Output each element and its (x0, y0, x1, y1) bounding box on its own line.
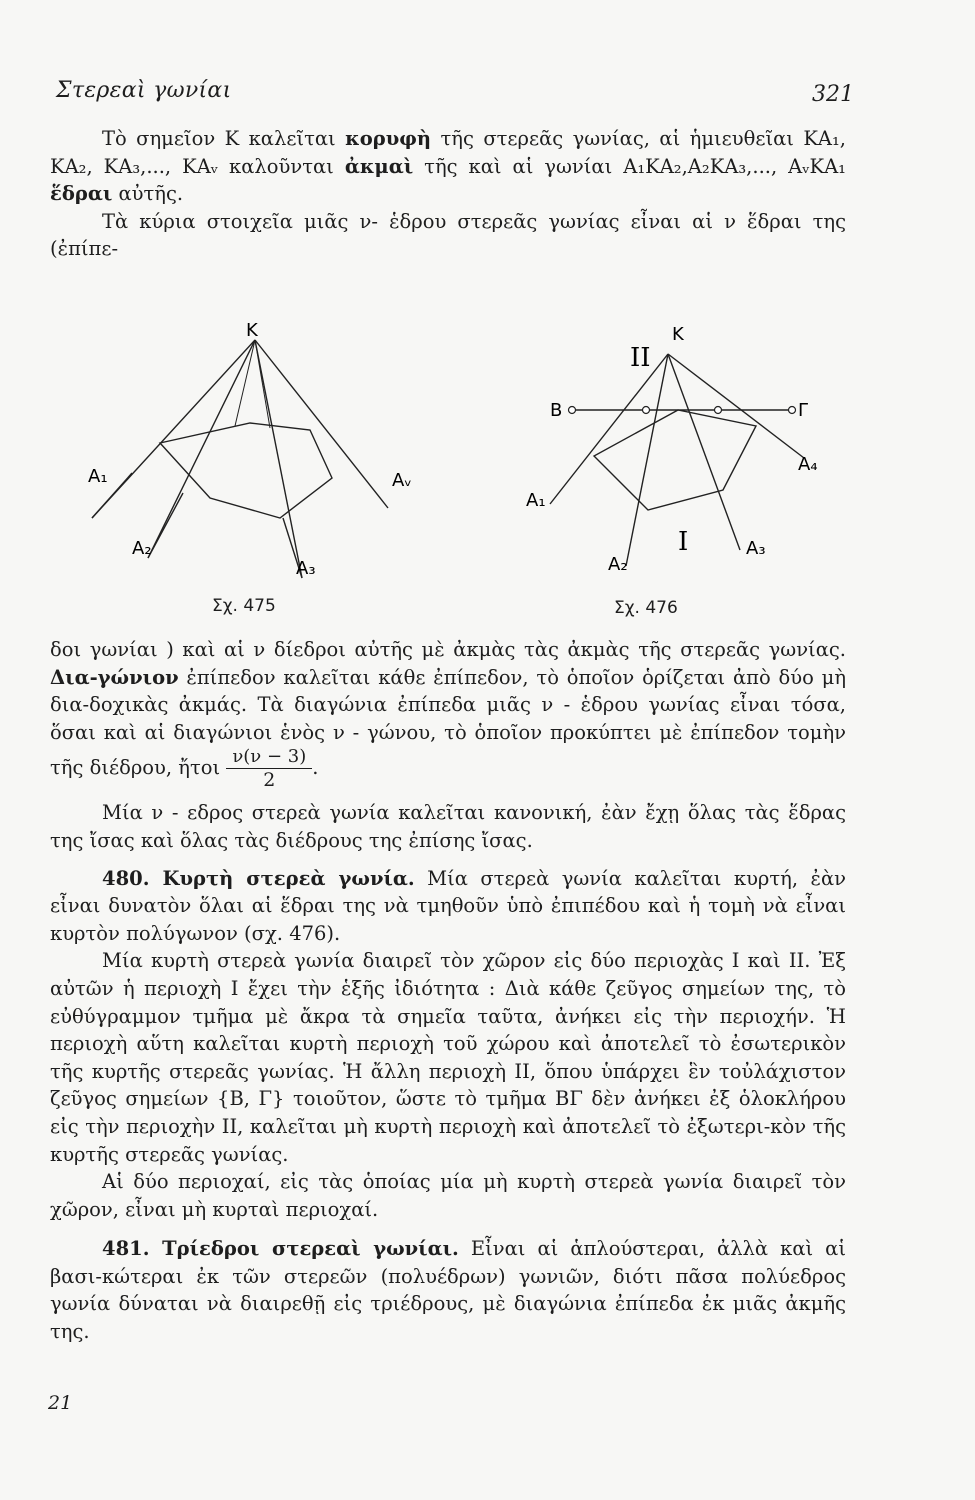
figure-476-caption: Σχ. 476 (614, 598, 678, 618)
term-edges: ἀκμαὶ (344, 154, 414, 178)
figure-476 (508, 318, 838, 593)
fig476-label-region-II: II (630, 343, 651, 373)
fig476-label-G: Γ (798, 400, 809, 421)
fig475-label-A2: A₂ (132, 538, 152, 559)
fraction-diagonals (226, 746, 312, 791)
fig475-label-Av: Aᵥ (392, 470, 412, 491)
fig476-label-A1: A₁ (526, 490, 546, 511)
figure-475-caption: Σχ. 475 (212, 596, 276, 616)
figure-475-drawing (70, 318, 430, 593)
fig476-label-K: K (672, 324, 684, 345)
figure-476-drawing (508, 318, 838, 593)
point-mid-1 (643, 407, 650, 414)
term-faces: ἕδραι (50, 182, 113, 206)
edge-KA3 (255, 340, 302, 578)
section-480: 480. Κυρτὴ στερεὰ γωνία. Μία στερεὰ γωνία καλεῖται κυρτή, ἐὰν εἶναι δυνατὸν ὅλαι αἱ ἕδραι της νὰ τμηθοῦν ὑπὸ ἐπιπέδου καὶ ἡ τομὴ νὰ εἶναι κυρτὸν πολύγωνον (σχ. 476). (50, 866, 846, 945)
signature-number: 21 (48, 1392, 73, 1414)
paragraph-convex-regions: Μία κυρτὴ στερεὰ γωνία διαιρεῖ τὸν χῶρον εἰς δύο περιοχὰς Ι καὶ ΙΙ. Ἐξ αὐτῶν ἡ περιοχὴ Ι ἔχει τὴν ἑξῆς ἰδιότητα : Διὰ κάθε ζεῦγος σημείων της, τὸ εὐθύγραμμον τμῆμα μὲ ἄκρα τὰ σημεῖα ταῦτα, ἀνήκει εἰς τὴν περιοχήν. Ἡ περιοχὴ αὕτη καλεῖται κυρτὴ περιοχὴ τοῦ χώρου καὶ ἀποτελεῖ τὸ ἐσωτερικὸν τῆς κυρτῆς στερεᾶς γωνίας. Ἡ ἄλλη περιοχὴ ΙΙ, ὅπου ὑπάρχει ἓν τοὐλάχιστον ζεῦγος σημείων {Β, Γ} τοιοῦτον, ὥστε τὸ τμῆμα ΒΓ δὲν ἀνήκει ἐξ ὁλοκλήρου εἰς τὴν περιοχὴν ΙΙ, καλεῖται μὴ κυρτὴ περιοχὴ καὶ ἀποτελεῖ τὸ ἐξωτερι-κὸν τῆς κυρτῆς στερεᾶς γωνίας. (50, 949, 846, 1166)
fig475-label-A3: A₃ (296, 558, 316, 579)
page-number: 321 (812, 82, 854, 107)
edge-KA3 (668, 354, 740, 550)
cross-section-polygon (594, 410, 756, 510)
point-G (789, 407, 796, 414)
fraction-denominator: 2 (263, 769, 276, 792)
fig476-label-B: B (550, 400, 563, 421)
term-diagonal: Δια-γώνιον (50, 665, 179, 689)
fraction-numerator: ν(ν − 3) (226, 746, 312, 769)
paragraph-regular-angle: Μία ν - εδρος στερεὰ γωνία καλεῖται κανονική, ἐὰν ἔχῃ ὅλας τὰς ἕδρας της ἴσας καὶ ὅλας τὰς διέδρους της ἐπίσης ἴσας. (50, 801, 846, 852)
section-480-heading: 480. Κυρτὴ στερεὰ γωνία. (102, 866, 415, 890)
fig475-label-A1: A₁ (88, 466, 108, 487)
section-481-heading: 481. Τρίεδροι στερεαὶ γωνίαι. (102, 1237, 459, 1261)
fig476-label-A2: A₂ (608, 554, 628, 575)
point-mid-2 (715, 407, 722, 414)
paragraph-diagonal-planes: δοι γωνίαι ) καὶ αἱ ν δίεδροι αὐτῆς μὲ ἀκμὰς τὰς ἀκμὰς τῆς στερεᾶς γωνίας. Δια-γώνιον ἐπίπεδον καλεῖται κάθε ἐπίπεδον, τὸ ὁποῖον ὁρίζεται ἀπὸ δύο μὴ δια-δοχικὰς ἀκμάς. Τὰ διαγώνια ἐπίπεδα μιᾶς ν - ἑδρου γωνίας εἶναι τόσα, ὅσαι καὶ αἱ διαγώνιοι ἑνὸς ν - γώνου, τὸ ὁποῖον προκύπτει μὲ ἐπίπεδον τομὴν τῆς διέδρου, ἤτοι $\frac{\nu(\nu - 3)}{2}$ . (50, 638, 846, 792)
point-B (569, 407, 576, 414)
paragraph-vertex-definition: Τὸ σημεῖον Κ καλεῖται κορυφὴ τῆς στερεᾶς γωνίας, αἱ ἡμιευθεῖαι ΚΑ₁, ΚΑ₂, ΚΑ₃,..., ΚΑᵥ καλοῦνται ἀκμαὶ τῆς καὶ αἱ γωνίαι Α₁ΚΑ₂,Α₂ΚΑ₃,..., ΑᵥΚΑ₁ ἕδραι αὐτῆς. (50, 127, 846, 206)
cross-section-polygon (160, 423, 332, 518)
edge-KAv (255, 340, 388, 508)
edge-ext-2 (148, 493, 183, 558)
paragraph-main-elements: Τὰ κύρια στοιχεῖα μιᾶς ν- ἑδρου στερεᾶς γωνίας εἶναι αἱ ν ἕδραι της (ἐπίπε- (50, 209, 846, 261)
edge-KA2 (626, 354, 668, 566)
fig476-label-A3: A₃ (746, 538, 766, 559)
main-text (50, 636, 846, 1346)
section-481: 481. Τρίεδροι στερεαὶ γωνίαι. Εἶναι αἱ ἁπλούστεραι, ἀλλὰ καὶ αἱ βασι-κώτεραι ἐκ τῶν στερεῶν (πολυέδρων) γωνιῶν, διότι πᾶσα πολύεδρος γωνία δύναται νὰ διαιρεθῇ εἰς τριέδρους, μὲ διαγώνια ἐπίπεδα ἐκ μιᾶς ἀκμῆς της. (50, 1237, 846, 1344)
fig476-label-region-I: I (678, 527, 689, 557)
fig475-label-K: K (246, 320, 258, 341)
edge-hidden-2 (255, 340, 270, 428)
fig476-label-A4: A₄ (798, 454, 818, 475)
running-head: Στερεαὶ γωνίαι (56, 78, 232, 103)
edge-hidden-1 (235, 340, 255, 426)
edge-KA1 (550, 354, 668, 504)
paragraph-nonconvex-regions: Αἱ δύο περιοχαί, εἰς τὰς ὁποίας μία μὴ κυρτὴ στερεὰ γωνία διαιρεῖ τὸν χῶρον, εἶναι μὴ κυρταὶ περιοχαί. (50, 1170, 846, 1221)
edge-KA4 (668, 354, 804, 458)
figure-475 (70, 318, 430, 593)
edge-KA2 (148, 340, 255, 558)
term-vertex: κορυφὴ (345, 127, 432, 150)
top-text (50, 125, 846, 263)
